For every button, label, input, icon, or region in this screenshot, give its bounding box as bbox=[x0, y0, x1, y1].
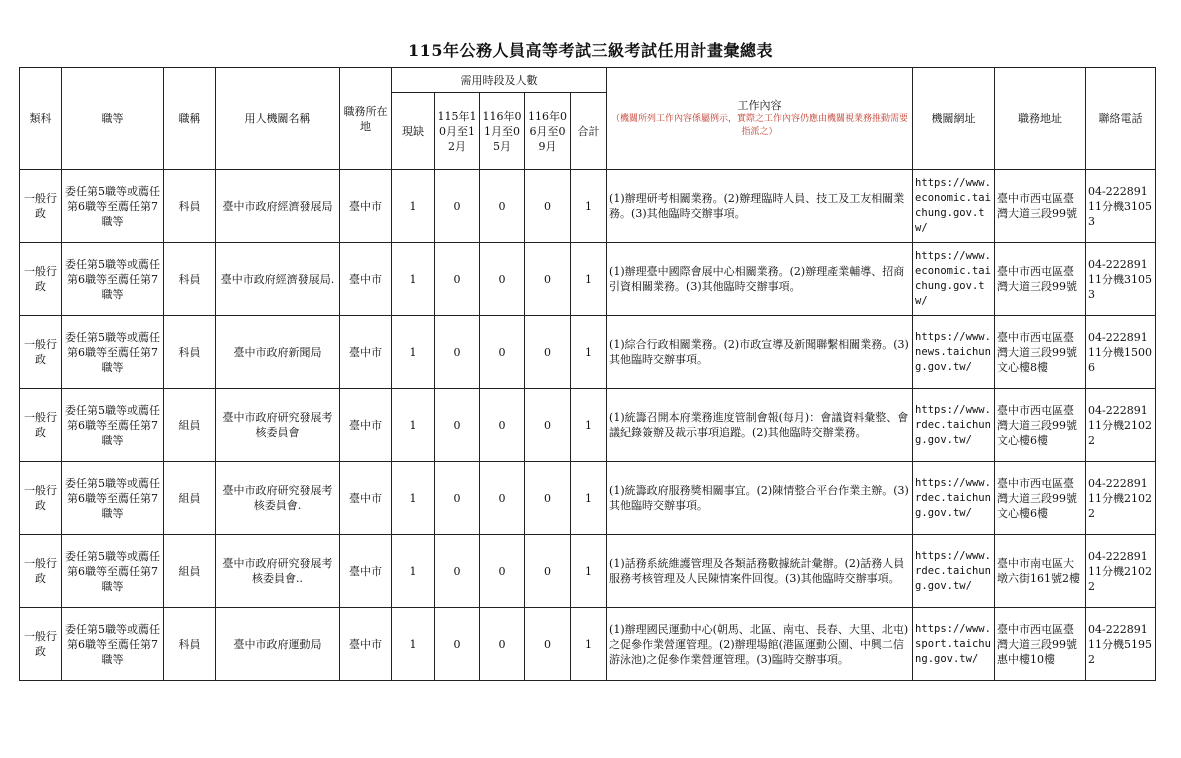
website-cell: https://www.sport.taichung.gov.tw/ bbox=[913, 608, 995, 681]
phone-cell: 04-22289111分機21022 bbox=[1086, 462, 1156, 535]
total-cell: 1 bbox=[571, 389, 607, 462]
category-cell: 一般行政 bbox=[20, 243, 62, 316]
period-2-cell: 0 bbox=[480, 243, 525, 316]
address-cell: 臺中市西屯區臺灣大道三段99號文心樓8樓 bbox=[995, 316, 1086, 389]
header-total: 合計 bbox=[571, 93, 607, 170]
address-cell: 臺中市西屯區臺灣大道三段99號文心樓6樓 bbox=[995, 462, 1086, 535]
total-cell: 1 bbox=[571, 243, 607, 316]
table-row bbox=[20, 608, 1156, 681]
work-cell: (1)辦理研考相關業務。(2)辦理臨時人員、技工及工友相關業務。(3)其他臨時交辦事項。 bbox=[607, 170, 913, 243]
plan-table bbox=[19, 67, 1156, 681]
website-cell: https://www.economic.taichung.gov.tw/ bbox=[913, 170, 995, 243]
header-agency: 用人機關名稱 bbox=[216, 68, 340, 170]
work-cell: (1)辦理臺中國際會展中心相關業務。(2)辦理產業輔導、招商引資相關業務。(3)其他臨時交辦事項。 bbox=[607, 243, 913, 316]
period-1-cell: 0 bbox=[435, 316, 480, 389]
header-period-2: 116年01月至05月 bbox=[480, 93, 525, 170]
website-cell: https://www.news.taichung.gov.tw/ bbox=[913, 316, 995, 389]
phone-cell: 04-22289111分機21022 bbox=[1086, 389, 1156, 462]
period-3-cell: 0 bbox=[525, 170, 571, 243]
location-cell: 臺中市 bbox=[340, 608, 392, 681]
current-cell: 1 bbox=[392, 462, 435, 535]
period-3-cell: 0 bbox=[525, 389, 571, 462]
location-cell: 臺中市 bbox=[340, 170, 392, 243]
work-cell: (1)辦理國民運動中心(朝馬、北區、南屯、長春、大里、北屯)之促參作業營運管理。(2)辦理場館(港區運動公園、中興二信游泳池)之促參作業營運管理。(3)臨時交辦事項。 bbox=[607, 608, 913, 681]
position-cell: 科員 bbox=[164, 243, 216, 316]
header-website: 機關網址 bbox=[913, 68, 995, 170]
work-cell: (1)話務系統維護管理及各類話務數據統計彙辦。(2)話務人員服務考核管理及人民陳情案件回復。(3)其他臨時交辦事項。 bbox=[607, 535, 913, 608]
rank-cell: 委任第5職等或薦任第6職等至薦任第7職等 bbox=[62, 170, 164, 243]
position-cell: 科員 bbox=[164, 170, 216, 243]
category-cell: 一般行政 bbox=[20, 316, 62, 389]
header-location: 職務所在地 bbox=[340, 68, 392, 170]
period-2-cell: 0 bbox=[480, 389, 525, 462]
phone-cell: 04-22289111分機51952 bbox=[1086, 608, 1156, 681]
location-cell: 臺中市 bbox=[340, 389, 392, 462]
agency-cell: 臺中市政府新聞局 bbox=[216, 316, 340, 389]
header-work bbox=[607, 68, 913, 170]
current-cell: 1 bbox=[392, 608, 435, 681]
agency-cell: 臺中市政府研究發展考核委員會.. bbox=[216, 535, 340, 608]
period-1-cell: 0 bbox=[435, 608, 480, 681]
table-row bbox=[20, 170, 1156, 243]
category-cell: 一般行政 bbox=[20, 389, 62, 462]
current-cell: 1 bbox=[392, 316, 435, 389]
phone-cell: 04-22289111分機31053 bbox=[1086, 243, 1156, 316]
period-1-cell: 0 bbox=[435, 389, 480, 462]
website-cell: https://www.rdec.taichung.gov.tw/ bbox=[913, 389, 995, 462]
rank-cell: 委任第5職等或薦任第6職等至薦任第7職等 bbox=[62, 316, 164, 389]
current-cell: 1 bbox=[392, 535, 435, 608]
location-cell: 臺中市 bbox=[340, 462, 392, 535]
category-cell: 一般行政 bbox=[20, 170, 62, 243]
header-position: 職稱 bbox=[164, 68, 216, 170]
location-cell: 臺中市 bbox=[340, 316, 392, 389]
agency-cell: 臺中市政府研究發展考核委員會. bbox=[216, 462, 340, 535]
agency-cell: 臺中市政府經濟發展局. bbox=[216, 243, 340, 316]
total-cell: 1 bbox=[571, 462, 607, 535]
location-cell: 臺中市 bbox=[340, 535, 392, 608]
header-work-label: 工作內容 bbox=[737, 99, 782, 112]
rank-cell: 委任第5職等或薦任第6職等至薦任第7職等 bbox=[62, 608, 164, 681]
agency-cell: 臺中市政府經濟發展局 bbox=[216, 170, 340, 243]
period-3-cell: 0 bbox=[525, 243, 571, 316]
rank-cell: 委任第5職等或薦任第6職等至薦任第7職等 bbox=[62, 243, 164, 316]
agency-cell: 臺中市政府研究發展考核委員會 bbox=[216, 389, 340, 462]
header-rank: 職等 bbox=[62, 68, 164, 170]
location-cell: 臺中市 bbox=[340, 243, 392, 316]
phone-cell: 04-22289111分機21022 bbox=[1086, 535, 1156, 608]
period-2-cell: 0 bbox=[480, 316, 525, 389]
page-title: 115年公務人員高等考試三級考試任用計畫彙總表 bbox=[408, 41, 773, 60]
current-cell: 1 bbox=[392, 170, 435, 243]
category-cell: 一般行政 bbox=[20, 608, 62, 681]
period-3-cell: 0 bbox=[525, 462, 571, 535]
address-cell: 臺中市西屯區臺灣大道三段99號 bbox=[995, 170, 1086, 243]
current-cell: 1 bbox=[392, 389, 435, 462]
total-cell: 1 bbox=[571, 535, 607, 608]
header-period-1: 115年10月至12月 bbox=[435, 93, 480, 170]
period-1-cell: 0 bbox=[435, 535, 480, 608]
rank-cell: 委任第5職等或薦任第6職等至薦任第7職等 bbox=[62, 389, 164, 462]
address-cell: 臺中市南屯區大墩六街161號2樓 bbox=[995, 535, 1086, 608]
rank-cell: 委任第5職等或薦任第6職等至薦任第7職等 bbox=[62, 462, 164, 535]
header-period-3: 116年06月至09月 bbox=[525, 93, 571, 170]
header-phone: 聯絡電話 bbox=[1086, 68, 1156, 170]
table-row bbox=[20, 389, 1156, 462]
total-cell: 1 bbox=[571, 608, 607, 681]
header-current: 現缺 bbox=[392, 93, 435, 170]
header-demand-group: 需用時段及人數 bbox=[392, 68, 607, 93]
position-cell: 組員 bbox=[164, 389, 216, 462]
period-3-cell: 0 bbox=[525, 608, 571, 681]
website-cell: https://www.rdec.taichung.gov.tw/ bbox=[913, 462, 995, 535]
website-cell: https://www.rdec.taichung.gov.tw/ bbox=[913, 535, 995, 608]
work-cell: (1)綜合行政相關業務。(2)市政宣導及新聞聯繫相關業務。(3)其他臨時交辦事項。 bbox=[607, 316, 913, 389]
period-1-cell: 0 bbox=[435, 170, 480, 243]
address-cell: 臺中市西屯區臺灣大道三段99號文心樓6樓 bbox=[995, 389, 1086, 462]
period-1-cell: 0 bbox=[435, 243, 480, 316]
period-3-cell: 0 bbox=[525, 535, 571, 608]
position-cell: 科員 bbox=[164, 608, 216, 681]
table-row bbox=[20, 316, 1156, 389]
current-cell: 1 bbox=[392, 243, 435, 316]
category-cell: 一般行政 bbox=[20, 462, 62, 535]
address-cell: 臺中市西屯區臺灣大道三段99號惠中樓10樓 bbox=[995, 608, 1086, 681]
period-2-cell: 0 bbox=[480, 535, 525, 608]
table-row bbox=[20, 535, 1156, 608]
website-cell: https://www.economic.taichung.gov.tw/ bbox=[913, 243, 995, 316]
category-cell: 一般行政 bbox=[20, 535, 62, 608]
table-row bbox=[20, 462, 1156, 535]
work-cell: (1)統籌召開本府業務進度管制會報(每月)：會議資料彙整、會議紀錄簽辦及裁示事項追蹤。(2)其他臨時交辦業務。 bbox=[607, 389, 913, 462]
period-2-cell: 0 bbox=[480, 608, 525, 681]
phone-cell: 04-22289111分機31053 bbox=[1086, 170, 1156, 243]
phone-cell: 04-22289111分機15006 bbox=[1086, 316, 1156, 389]
address-cell: 臺中市西屯區臺灣大道三段99號 bbox=[995, 243, 1086, 316]
period-1-cell: 0 bbox=[435, 462, 480, 535]
total-cell: 1 bbox=[571, 316, 607, 389]
rank-cell: 委任第5職等或薦任第6職等至薦任第7職等 bbox=[62, 535, 164, 608]
period-3-cell: 0 bbox=[525, 316, 571, 389]
table-row bbox=[20, 243, 1156, 316]
header-work-note: （機關所列工作內容係屬例示，實際之工作內容仍應由機關視業務推動需要指派之） bbox=[611, 114, 909, 137]
position-cell: 組員 bbox=[164, 462, 216, 535]
period-2-cell: 0 bbox=[480, 170, 525, 243]
position-cell: 科員 bbox=[164, 316, 216, 389]
header-category: 類科 bbox=[20, 68, 62, 170]
position-cell: 組員 bbox=[164, 535, 216, 608]
header-address: 職務地址 bbox=[995, 68, 1086, 170]
total-cell: 1 bbox=[571, 170, 607, 243]
work-cell: (1)統籌政府服務獎相關事宜。(2)陳情整合平台作業主辦。(3)其他臨時交辦事項。 bbox=[607, 462, 913, 535]
period-2-cell: 0 bbox=[480, 462, 525, 535]
agency-cell: 臺中市政府運動局 bbox=[216, 608, 340, 681]
